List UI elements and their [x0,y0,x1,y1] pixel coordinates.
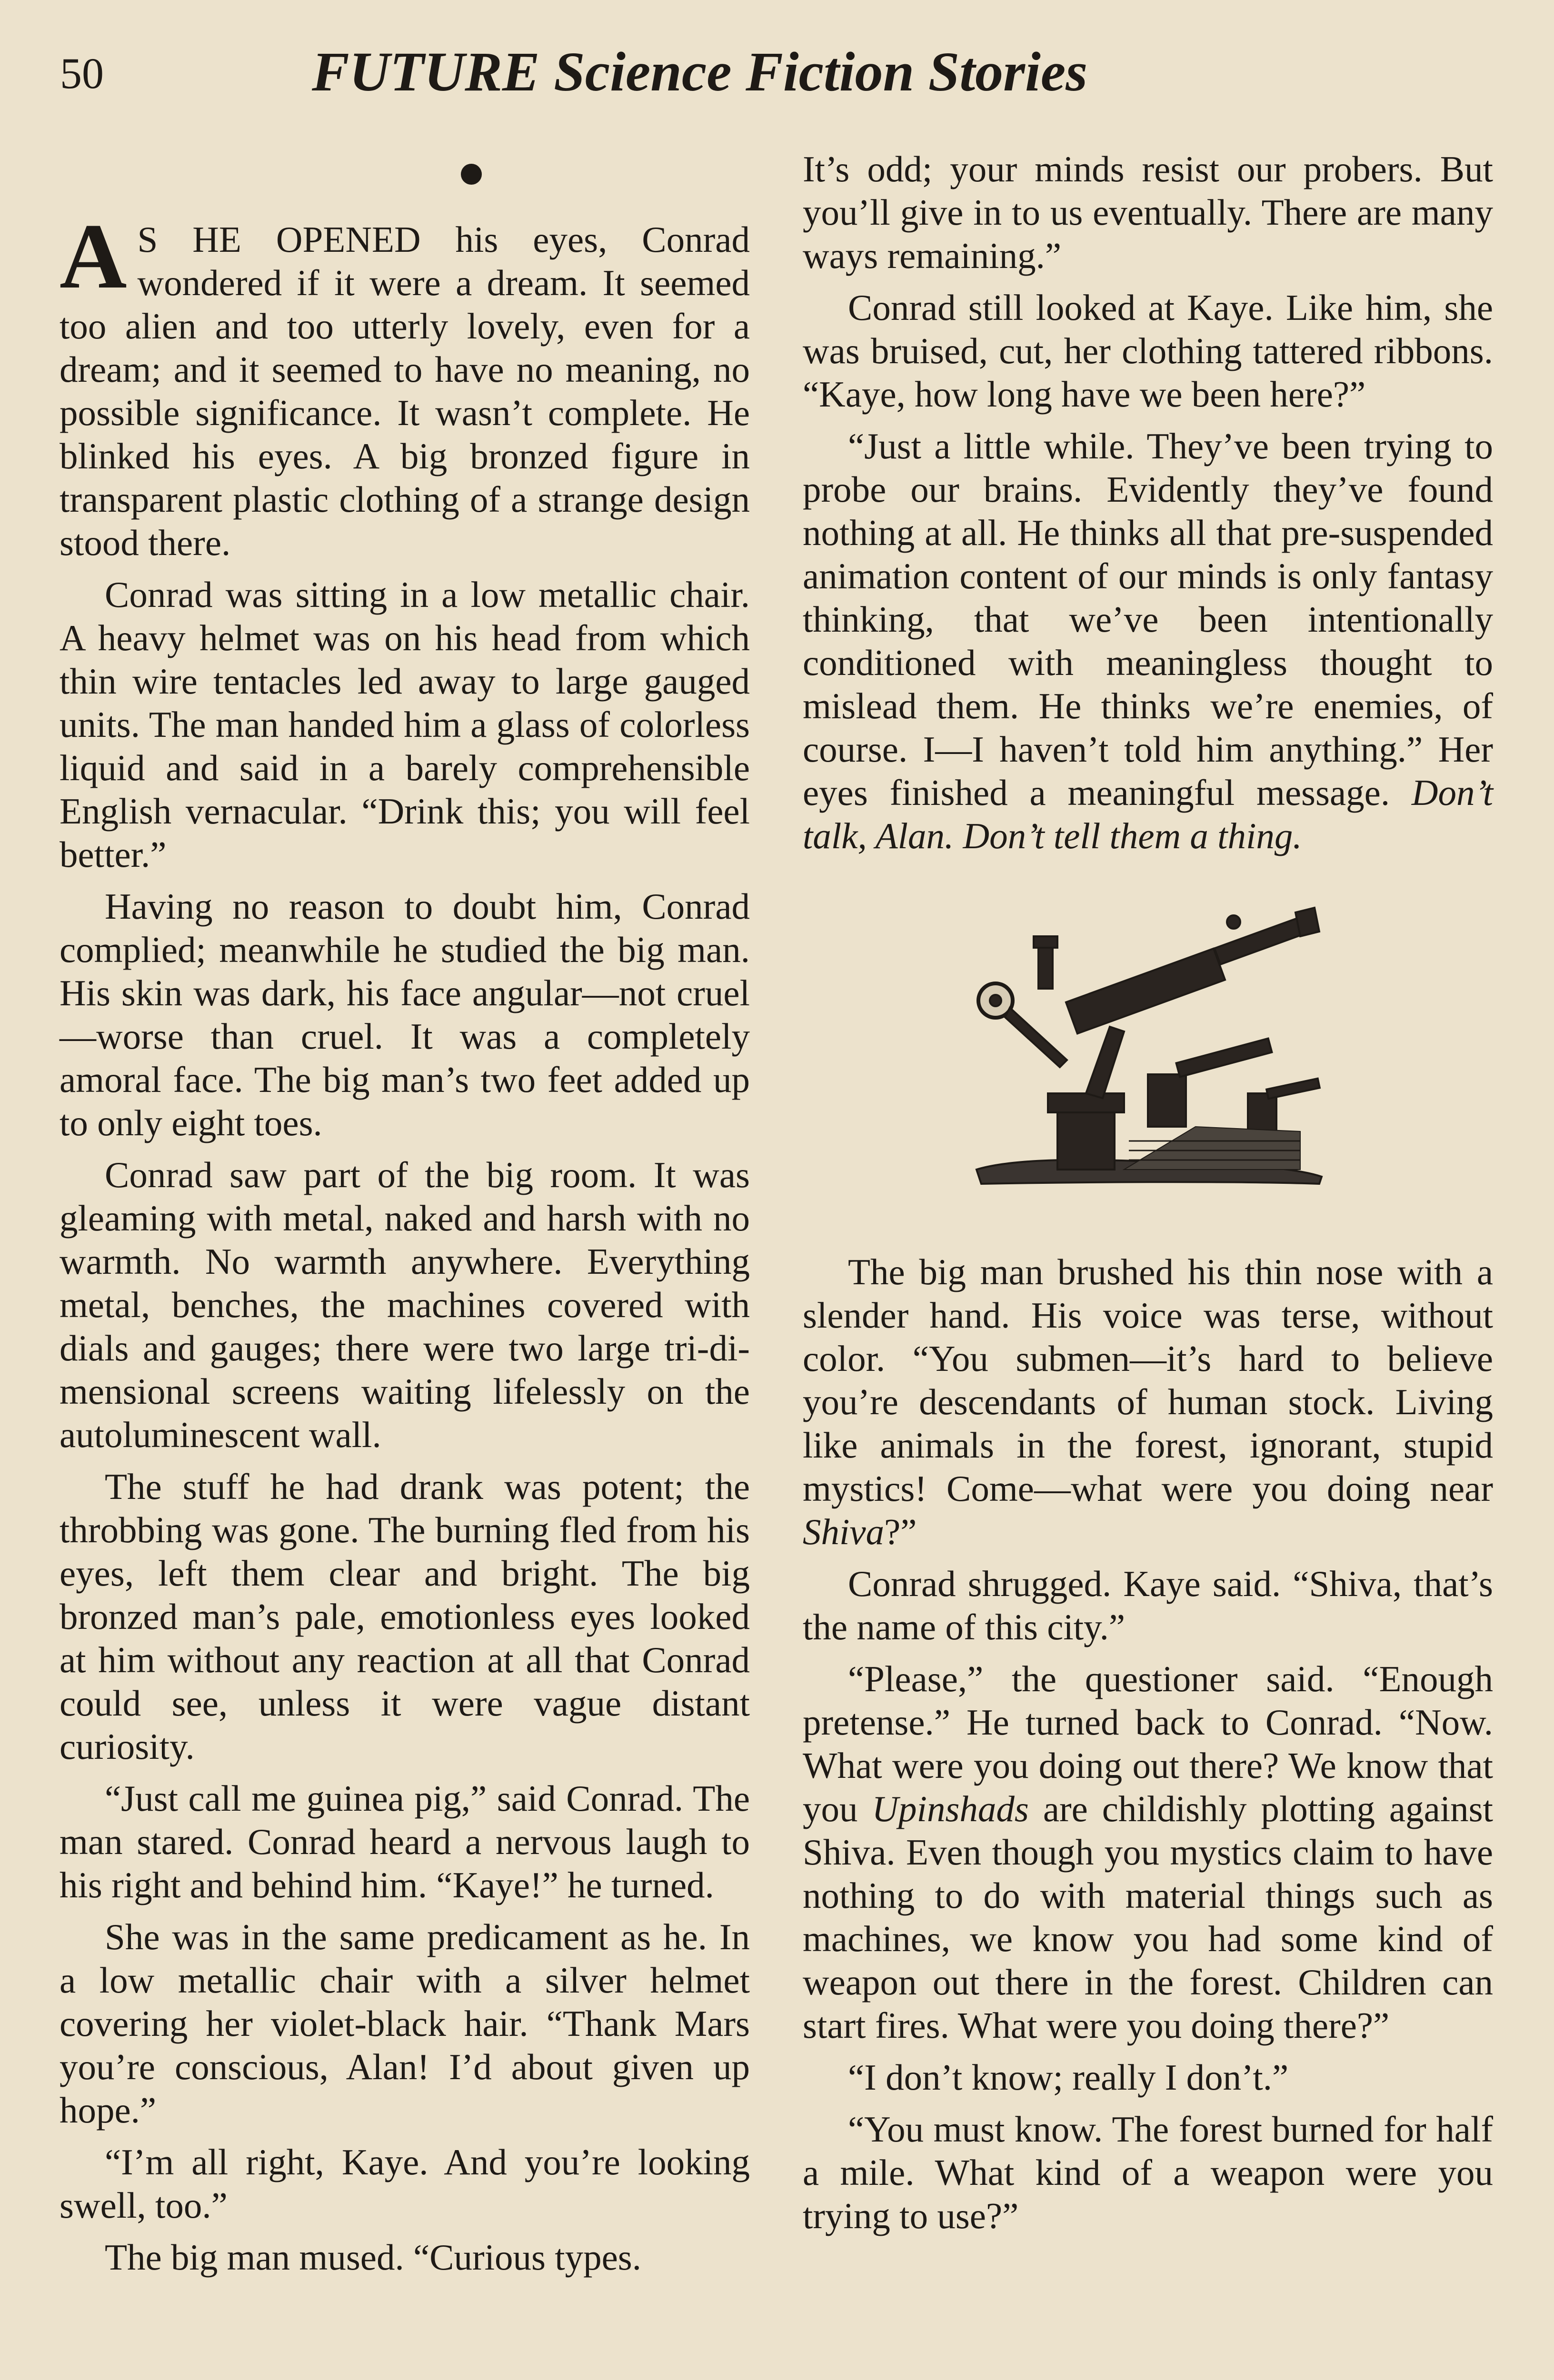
paragraph-text: S HE OPENED his eyes, Conrad wondered if it were a dream. It seemed too alien and too utterly lovely, even for a dream; and it seemed to have no meaning, no possible significance. It wasn’t complete. He blinked his eyes. A big bronzed figure in transparent plastic clothing of a strange design stood there. [60,219,750,563]
paragraph [803,425,1493,858]
paragraph: Conrad still looked at Kaye. Like him, she was bruised, cut, her clothing tattered ribbons. “Kaye, how long have we been here?” [803,287,1493,415]
magazine-title: FUTURE Science Fiction Stories [312,40,1088,103]
paragraph: The stuff he had drank was potent; the throbbing was gone. The burning fled from his eyes, left them clear and bright. The big bronzed man’s pale, emotionless eyes looked at him without any reaction at all that Conrad could see, unless it were vague distant curiosity. [60,1466,750,1767]
paragraph: She was in the same predicament as he. In a low metallic chair with a silver helmet covering her violet-black hair. “Thank Mars you’re conscious, Alan! I’d about given up hope.” [60,1916,750,2131]
italic-thought: Don’t talk, Alan. Don’t tell them a thing. [803,772,1493,856]
machine-gun-turret-illustration [967,903,1329,1198]
paragraph: Conrad saw part of the big room. It was gleaming with metal, naked and harsh with no warmth. No warmth anywhere. Everything metal, benches, the machines covered with dials and gauges; there were two large tri-dimensional screens waiting lifelessly on the autoluminescent wall. [60,1154,750,1455]
paragraph: “I don’t know; really I don’t.” [848,2057,1289,2098]
section-break-dot [461,164,482,185]
opening-paragraph [60,205,750,565]
page-header [0,0,1554,143]
left-column [60,143,750,2288]
paragraph: Conrad was sitting in a low metallic chair. A heavy helmet was on his head from which thin wire tentacles led away to large gauged units. The man handed him a glass of colorless liquid and said in a barely comprehensible English vernacular. “Drink this; you will feel better.” [60,574,750,875]
italic-word: Shiva [803,1511,885,1552]
paragraph-text: ?” [884,1511,917,1552]
paragraph: Having no reason to doubt him, Conrad complied; meanwhile he studied the big man. His skin was dark, his face angular—not cruel—worse than cruel. It was a completely amoral face. The big man’s two feet added up to only eight toes. [60,886,750,1143]
paragraph: Conrad shrugged. Kaye said. “Shiva, that’s the name of this city.” [803,1563,1493,1647]
paragraph: “You must know. The forest burned for half a mile. What kind of a weapon were you trying to use?” [803,2109,1493,2236]
drop-cap: A [60,205,127,308]
paragraph [803,1657,1493,2047]
paragraph: It’s odd; your minds resist our probers. But you’ll give in to us eventually. There are many ways remaining.” [803,149,1493,276]
paragraph: “I’m all right, Kaye. And you’re looking swell, too.” [60,2142,750,2226]
paragraph-text: are childishly plotting against Shiva. Even though you mystics claim to have nothing to do with material things such as machines, we know you had some kind of weapon out there in the forest. Children can start fires. What were you doing there?” [803,1788,1493,2046]
paragraph: “Just call me guinea pig,” said Conrad. The man stared. Conrad heard a nervous laugh to his right and behind him. “Kaye!” he turned. [60,1778,750,1905]
paragraph-text: The big man brushed his thin nose with a slender hand. His voice was terse, without color. “You submen—it’s hard to believe you’re descendants of human stock. Living like animals in the forest, ignorant, stupid mystics! Come—what were you doing near [803,1251,1493,1509]
page-number: 50 [60,49,104,98]
right-column [803,148,1493,2246]
paragraph: The big man mused. “Curious types. [105,2237,642,2278]
italic-word: Upinshads [872,1788,1029,1829]
paragraph-text: “Just a little while. They’ve been trying to probe our brains. Evidently they’ve found nothing at all. He thinks all that pre-suspended animation content of our minds is only fantasy thinking, that we’ve been intentionally conditioned with meaningless thought to mislead them. He thinks we’re enemies, of course. I—I haven’t told him anything.” Her eyes finished a meaningful message. [803,426,1493,813]
paragraph [803,1250,1493,1554]
paragraph-text: “Please,” the questioner said. “Enough pretense.” He turned back to Conrad. “Now. What were you doing out there? We know that you [803,1658,1493,1829]
